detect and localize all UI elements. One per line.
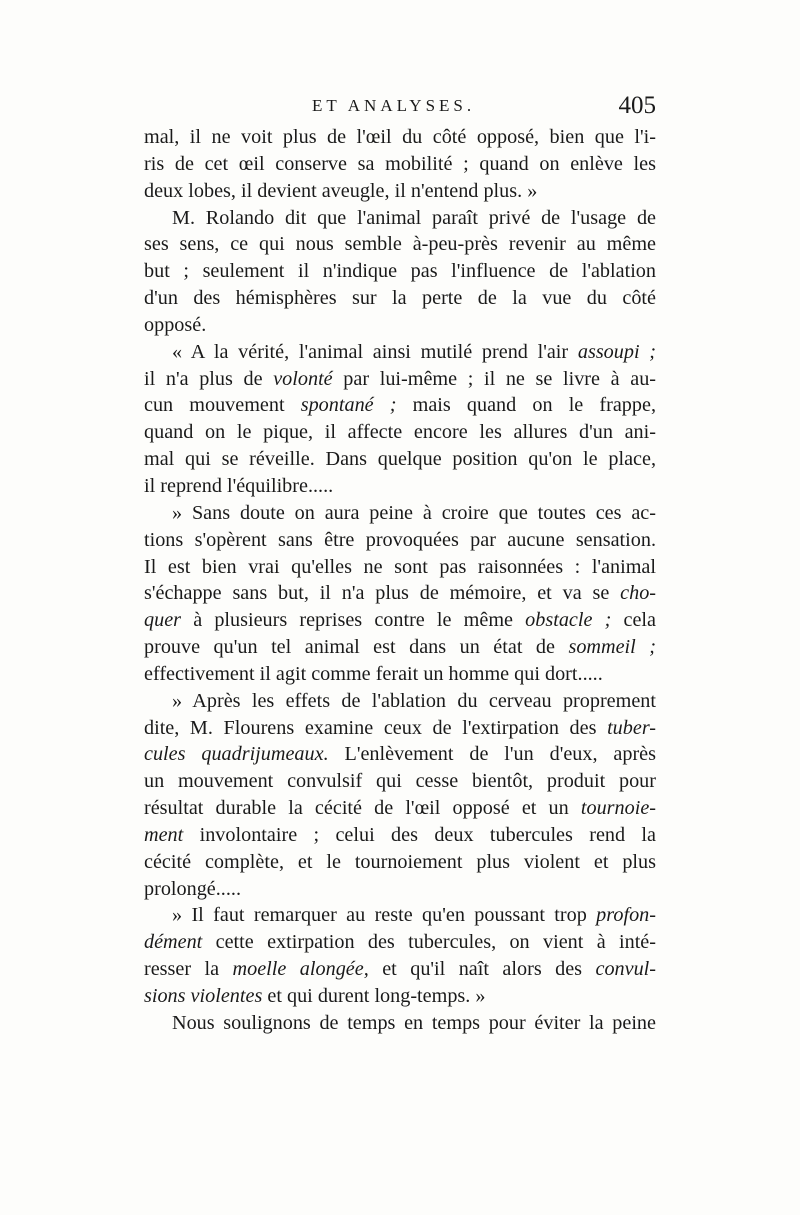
text-line: sions violentes et qui durent long-temps. »: [144, 985, 486, 1007]
text-line: d'un des hémisphères sur la perte de la vue du côté: [144, 287, 656, 310]
text-line: s'échappe sans but, il n'a plus de mémoire, et va se cho-: [144, 582, 657, 605]
text-line: dite, M. Flourens examine ceux de l'extirpation des tuber-: [144, 716, 657, 739]
text-line: » Après les effets de l'ablation du cerveau proprement: [172, 689, 656, 712]
text-line: résultat durable la cécité de l'œil opposé et un tournoie-: [144, 797, 657, 820]
text-line: opposé.: [144, 313, 207, 336]
page-number: 405: [618, 92, 656, 119]
text-line: prolongé.....: [144, 877, 241, 900]
text-line: » Sans doute on aura peine à croire que toutes ces ac-: [172, 501, 656, 524]
running-head: ET ANALYSES.: [312, 96, 476, 115]
text-line: prouve qu'un tel animal est dans un état de sommeil ;: [144, 636, 656, 659]
text-line: effectivement il agit comme ferait un homme qui dort.....: [144, 662, 603, 685]
text-line: Nous soulignons de temps en temps pour éviter la peine: [172, 1011, 656, 1034]
text-line: mal, il ne voit plus de l'œil du côté opposé, bien que l'i-: [144, 126, 656, 148]
text-line: il n'a plus de volonté par lui-même ; il ne se livre à au-: [144, 367, 657, 390]
body-text: [144, 124, 656, 1037]
text-line: ses sens, ce qui nous semble à-peu-près revenir au même: [144, 233, 656, 256]
text-line: il reprend l'équilibre.....: [144, 474, 334, 497]
text-line: tions s'opèrent sans être provoquées par aucune sensation.: [144, 528, 656, 551]
page-header: [144, 92, 656, 122]
text-line: « A la vérité, l'animal ainsi mutilé prend l'air assoupi ;: [172, 340, 657, 363]
text-line: dément cette extirpation des tubercules, on vient à inté-: [144, 931, 656, 954]
text-line: mal qui se réveille. Dans quelque position qu'on le place,: [144, 448, 656, 471]
text-line: resser la moelle alongée, et qu'il naît alors des convul-: [144, 958, 657, 981]
text-line: ment involontaire ; celui des deux tubercules rend la: [144, 823, 657, 846]
text-line: cun mouvement spontané ; mais quand on le frappe,: [144, 394, 656, 417]
text-line: Il est bien vrai qu'elles ne sont pas raisonnées : l'animal: [144, 555, 656, 578]
text-line: quer à plusieurs reprises contre le même obstacle ; cela: [144, 609, 657, 632]
text-line: M. Rolando dit que l'animal paraît privé de l'usage de: [172, 206, 656, 229]
text-line: deux lobes, il devient aveugle, il n'entend plus. »: [144, 179, 538, 202]
text-line: but ; seulement il n'indique pas l'influence de l'ablation: [144, 260, 656, 283]
text-line: un mouvement convulsif qui cesse bientôt, produit pour: [144, 770, 656, 793]
text-line: ris de cet œil conserve sa mobilité ; quand on enlève les: [144, 152, 656, 175]
text-line: » Il faut remarquer au reste qu'en poussant trop profon-: [172, 904, 656, 927]
text-line: cécité complète, et le tournoiement plus violent et plus: [144, 850, 656, 873]
text-line: cules quadrijumeaux. L'enlèvement de l'un d'eux, après: [144, 743, 656, 766]
text-line: quand on le pique, il affecte encore les allures d'un ani-: [144, 421, 656, 444]
